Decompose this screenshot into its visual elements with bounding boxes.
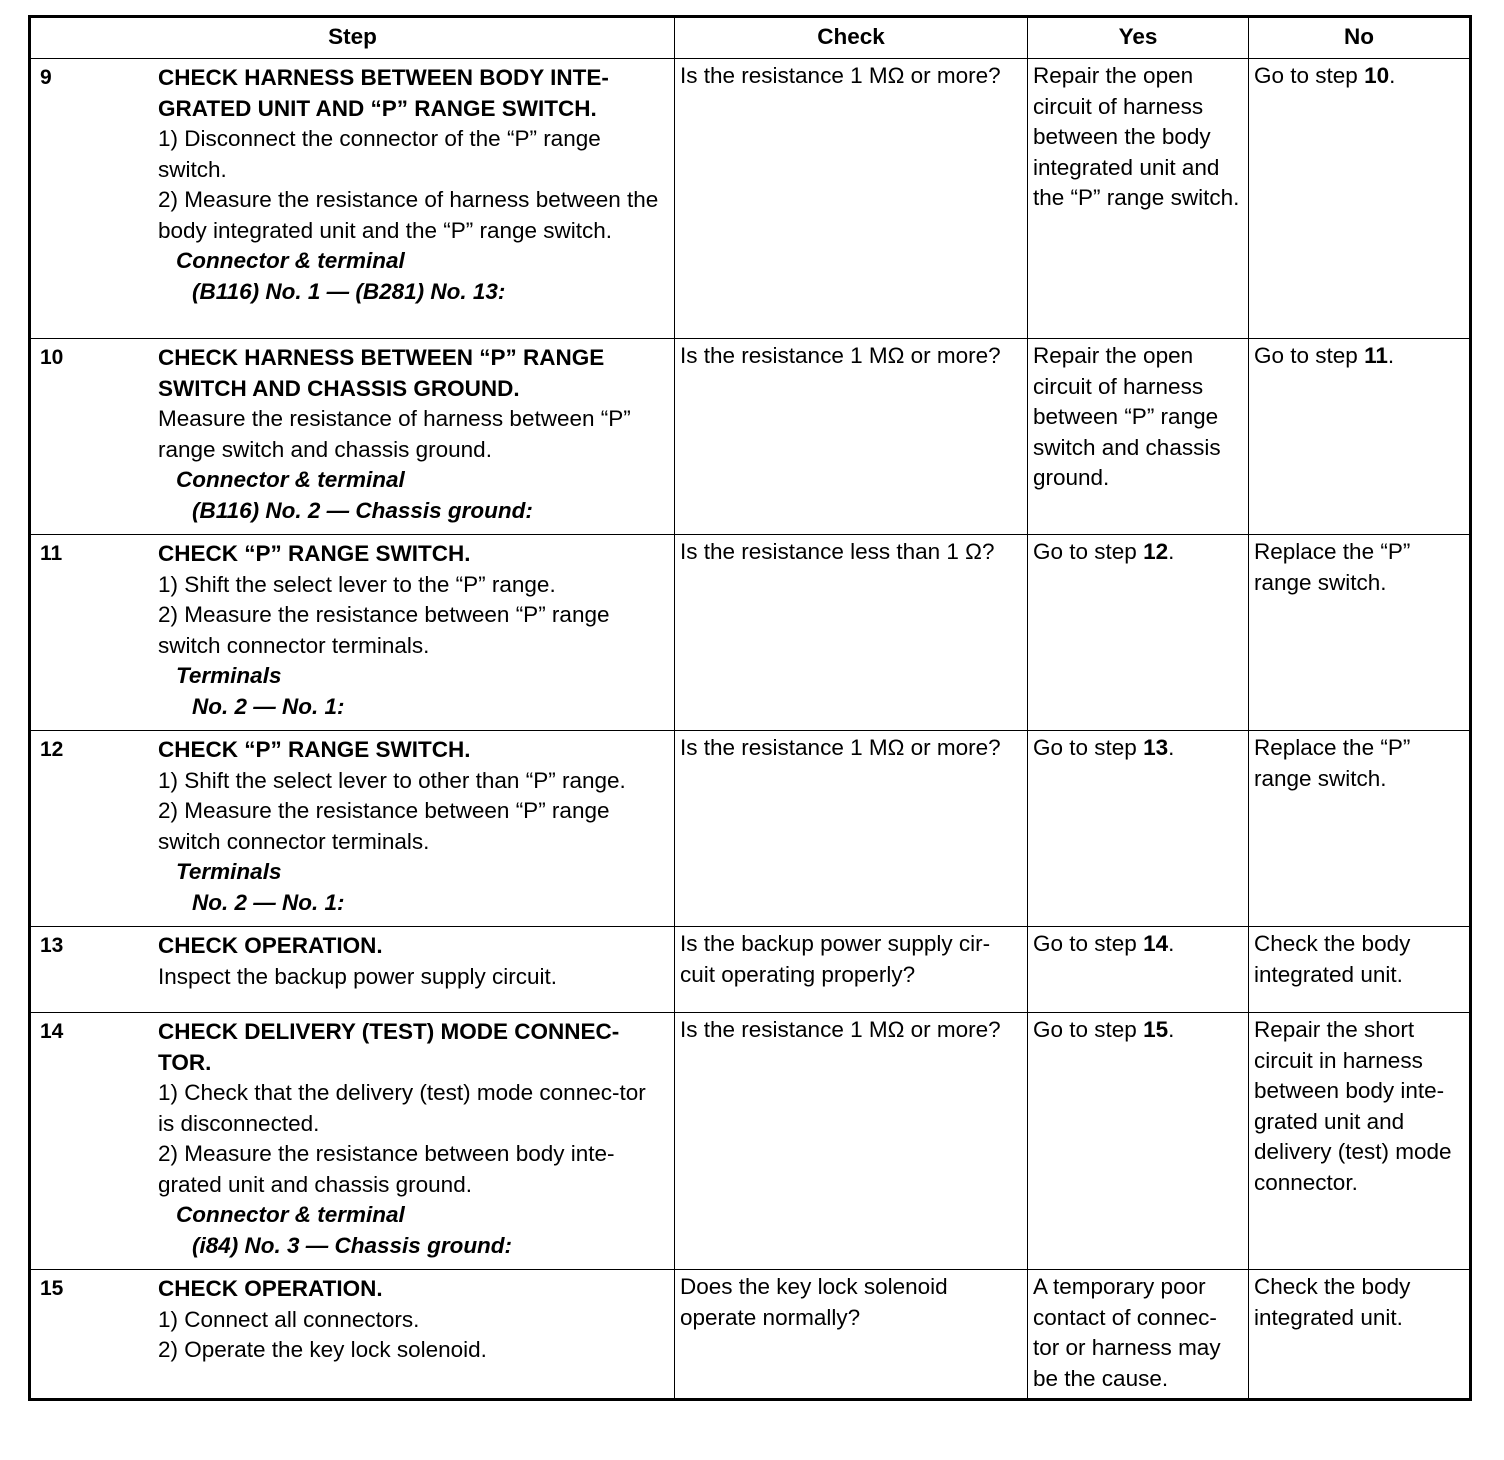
no-cell (1249, 339, 1471, 535)
connector-label: Connector & terminal (176, 467, 405, 492)
step-number: 9 (40, 66, 52, 89)
goto-step: 14 (1143, 931, 1169, 956)
step-title: CHECK HARNESS BETWEEN “P” RANGE SWITCH AND CHASSIS GROUND. (158, 345, 605, 401)
step-cell (30, 339, 675, 535)
header-no: No (1249, 17, 1471, 59)
goto-step: 13 (1143, 735, 1169, 760)
step-instruction: 1) Shift the select lever to the “P” range. (158, 571, 556, 597)
terminal-spec: (B116) No. 1 — (B281) No. 13: (192, 278, 506, 304)
no-cell: Check the body integrated unit. (1249, 927, 1471, 1013)
table-row (30, 535, 1471, 731)
step-instruction: 2) Operate the key lock solenoid. (158, 1337, 487, 1362)
step-instruction: 1) Disconnect the connector of the “P” range switch. (158, 126, 601, 182)
goto-prefix: Go to step (1033, 539, 1144, 564)
connector-label: Connector & terminal (176, 248, 405, 273)
step-title: CHECK OPERATION. (158, 1276, 383, 1301)
goto-prefix: Go to step (1254, 343, 1365, 368)
goto-suffix: . (1168, 735, 1175, 760)
step-instruction: 1) Shift the select lever to other than “P” range. (158, 767, 626, 793)
terminals-label: Terminals (176, 859, 282, 884)
yes-cell: Repair the open circuit of harness between the body integrated unit and the “P” range switch. (1028, 59, 1249, 339)
goto-prefix: Go to step (1033, 1017, 1144, 1042)
step-number: 13 (40, 934, 64, 957)
goto-suffix: . (1168, 931, 1175, 956)
check-cell: Is the resistance 1 MΩ or more? (675, 1013, 1028, 1270)
table-row (30, 1013, 1471, 1270)
check-cell: Does the key lock solenoid operate normally? (675, 1270, 1028, 1400)
step-instruction: 2) Measure the resistance between “P” range switch connector terminals. (158, 798, 610, 854)
goto-step: 12 (1143, 539, 1169, 564)
goto-suffix: . (1387, 343, 1395, 368)
step-instruction: 2) Measure the resistance of harness between the body integrated unit and the “P” range switch. (158, 187, 659, 243)
step-number: 14 (40, 1020, 64, 1043)
goto-suffix: . (1389, 63, 1396, 88)
yes-cell (1028, 1013, 1249, 1270)
step-title: CHECK OPERATION. (158, 933, 383, 958)
table-row (30, 59, 1471, 339)
goto-prefix: Go to step (1033, 931, 1144, 956)
table-row (30, 927, 1471, 1013)
goto-step: 11 (1364, 343, 1388, 368)
step-title: CHECK “P” RANGE SWITCH. (158, 541, 471, 566)
step-instruction: 1) Check that the delivery (test) mode connec-tor is disconnected. (158, 1080, 646, 1136)
step-title: CHECK “P” RANGE SWITCH. (158, 737, 471, 762)
table-row (30, 1270, 1471, 1400)
goto-suffix: . (1168, 1017, 1175, 1042)
no-cell: Replace the “P” range switch. (1249, 535, 1471, 731)
step-title: CHECK DELIVERY (TEST) MODE CONNEC-TOR. (158, 1019, 620, 1075)
terminals-label: Terminals (176, 663, 282, 688)
no-cell: Check the body integrated unit. (1249, 1270, 1471, 1400)
step-title: CHECK HARNESS BETWEEN BODY INTE-GRATED UNIT AND “P” RANGE SWITCH. (158, 65, 609, 121)
check-cell: Is the resistance 1 MΩ or more? (675, 59, 1028, 339)
step-cell (30, 535, 675, 731)
step-cell (30, 927, 675, 1013)
no-cell (1249, 59, 1471, 339)
goto-prefix: Go to step (1033, 735, 1144, 760)
header-check: Check (675, 17, 1028, 59)
header-step: Step (30, 17, 675, 59)
yes-cell (1028, 927, 1249, 1013)
header-row (30, 17, 1471, 59)
header-yes: Yes (1028, 17, 1249, 59)
check-cell: Is the resistance 1 MΩ or more? (675, 731, 1028, 927)
terminal-spec: (B116) No. 2 — Chassis ground: (192, 497, 533, 523)
no-cell: Replace the “P” range switch. (1249, 731, 1471, 927)
step-cell (30, 59, 675, 339)
goto-suffix: . (1168, 539, 1175, 564)
terminal-spec: No. 2 — No. 1: (192, 889, 345, 915)
table-row (30, 339, 1471, 535)
step-number: 15 (40, 1277, 64, 1300)
step-instruction: 2) Measure the resistance between body inte-grated unit and chassis ground. (158, 1141, 615, 1197)
yes-cell (1028, 731, 1249, 927)
step-cell (30, 1013, 675, 1270)
step-instruction: Measure the resistance of harness between “P” range switch and chassis ground. (158, 406, 631, 462)
step-cell (30, 1270, 675, 1400)
terminal-spec: No. 2 — No. 1: (192, 693, 345, 719)
step-number: 11 (40, 542, 63, 565)
yes-cell: Repair the open circuit of harness between “P” range switch and chassis ground. (1028, 339, 1249, 535)
step-instruction: 1) Connect all connectors. (158, 1306, 420, 1332)
step-number: 12 (40, 738, 64, 761)
check-cell: Is the resistance less than 1 Ω? (675, 535, 1028, 731)
goto-step: 15 (1143, 1017, 1169, 1042)
step-number: 10 (40, 346, 64, 369)
yes-cell (1028, 535, 1249, 731)
goto-step: 10 (1364, 63, 1390, 88)
check-cell: Is the resistance 1 MΩ or more? (675, 339, 1028, 535)
diagnostic-table (28, 15, 1472, 1401)
yes-cell: A temporary poor contact of connec-tor or harness may be the cause. (1028, 1270, 1249, 1400)
step-cell (30, 731, 675, 927)
no-cell: Repair the short circuit in harness between body inte-grated unit and delivery (test) mode connector. (1249, 1013, 1471, 1270)
check-cell: Is the backup power supply cir-cuit operating properly? (675, 927, 1028, 1013)
connector-label: Connector & terminal (176, 1202, 405, 1227)
goto-prefix: Go to step (1254, 63, 1365, 88)
step-instruction: 2) Measure the resistance between “P” range switch connector terminals. (158, 602, 610, 658)
table-row (30, 731, 1471, 927)
terminal-spec: (i84) No. 3 — Chassis ground: (192, 1232, 513, 1258)
step-instruction: Inspect the backup power supply circuit. (158, 963, 557, 989)
